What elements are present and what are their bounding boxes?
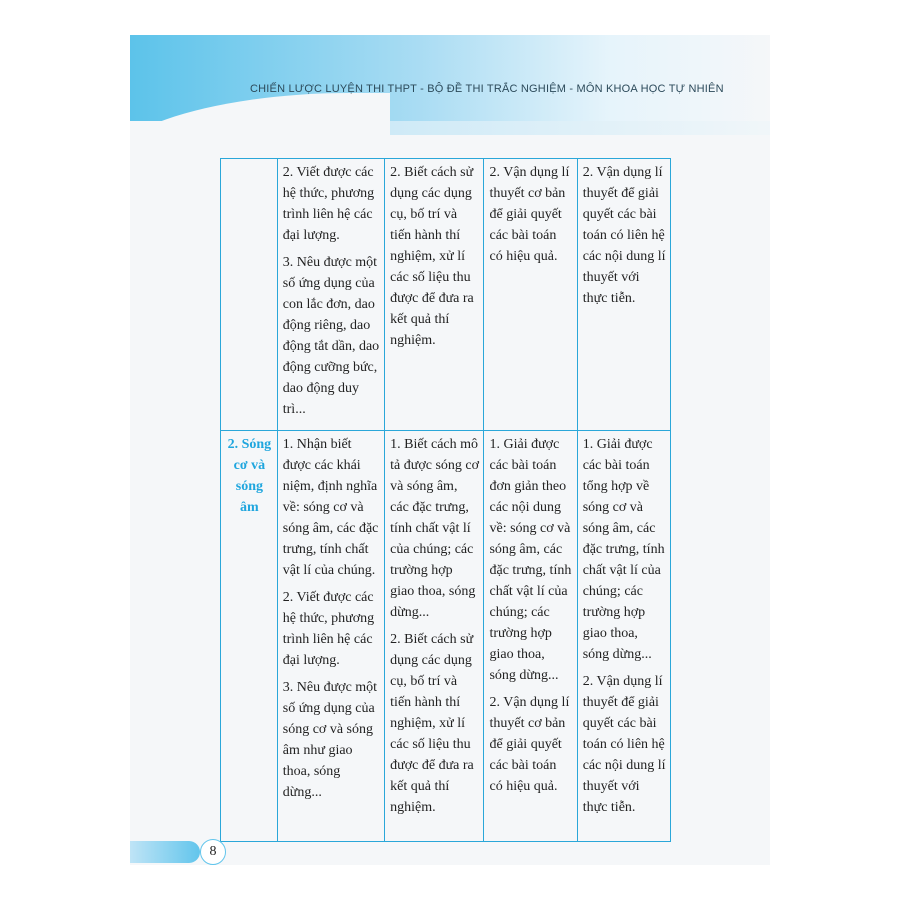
topic-cell <box>221 431 278 842</box>
cell-recognition <box>277 431 384 842</box>
cell-paragraph: 1. Giải được các bài toán đơn giản theo các nội dung về: sóng cơ và sóng âm, các đặc trưng, tính chất vật lí của chúng; các trường hợp giao thoa, sóng dừng... <box>489 437 572 683</box>
cell-paragraph: 2. Viết được các hệ thức, phương trình liên hệ các đại lượng. <box>282 165 375 243</box>
cell-paragraph: 1. Biết cách mô tả được sóng cơ và sóng âm, các đặc trưng, tính chất vật lí của chúng; các trường hợp giao thoa, sóng dừng... <box>390 437 480 620</box>
cell-paragraph: 3. Nêu được một số ứng dụng của sóng cơ và sóng âm như giao thoa, sóng dừng... <box>282 680 378 800</box>
cell-recognition <box>277 159 384 431</box>
cell-paragraph: 1. Nhận biết được các khái niệm, định nghĩa về: sóng cơ và sóng âm, các đặc trưng, tính chất vật lí của chúng. <box>282 437 379 578</box>
cell-paragraph: 2. Viết được các hệ thức, phương trình liên hệ các đại lượng. <box>282 590 375 668</box>
table-row <box>221 159 671 431</box>
cell-advanced-application <box>577 431 670 842</box>
cell-paragraph: 3. Nêu được một số ứng dụng của con lắc đơn, dao động riêng, dao động tắt dần, dao động cưỡng bức, dao động duy trì... <box>282 255 380 417</box>
book-page <box>130 35 770 865</box>
cell-application <box>484 431 577 842</box>
topic-cell <box>221 159 278 431</box>
cell-paragraph: 2. Vận dụng lí thuyết cơ bản để giải quyết các bài toán có hiệu quả. <box>489 165 570 264</box>
cell-paragraph: 2. Vận dụng lí thuyết để giải quyết các bài toán có liên hệ các nội dung lí thuyết với thực tiễn. <box>582 674 666 815</box>
page-number-bar <box>130 841 200 863</box>
cell-advanced-application <box>577 159 670 431</box>
running-header: CHIẾN LƯỢC LUYỆN THI THPT - BỘ ĐỀ THI TRẮC NGHIỆM - MÔN KHOA HỌC TỰ NHIÊN <box>250 83 724 95</box>
cell-paragraph: 2. Vận dụng lí thuyết để giải quyết các bài toán có liên hệ các nội dung lí thuyết với thực tiễn. <box>582 165 666 306</box>
cell-paragraph: 1. Giải được các bài toán tổng hợp về sóng cơ và sóng âm, các đặc trưng, tính chất vật lí của chúng; các trường hợp giao thoa, sóng dừng... <box>582 437 665 662</box>
table-row <box>221 431 671 842</box>
cell-paragraph: 2. Biết cách sử dụng các dụng cụ, bố trí và tiến hành thí nghiệm, xử lí các số liệu thu được để đưa ra kết quả thí nghiệm. <box>390 632 474 815</box>
cell-paragraph: 2. Vận dụng lí thuyết cơ bản để giải quyết các bài toán có hiệu quả. <box>489 695 570 794</box>
cell-application <box>484 159 577 431</box>
cell-understanding <box>385 159 484 431</box>
cell-paragraph: 2. Biết cách sử dụng các dụng cụ, bố trí và tiến hành thí nghiệm, xử lí các số liệu thu được để đưa ra kết quả thí nghiệm. <box>390 165 474 348</box>
page-number: 8 <box>200 839 226 865</box>
cell-understanding <box>385 431 484 842</box>
topic-title: 2. Sóng cơ và sóng âm <box>227 437 272 515</box>
competency-table <box>220 158 671 842</box>
